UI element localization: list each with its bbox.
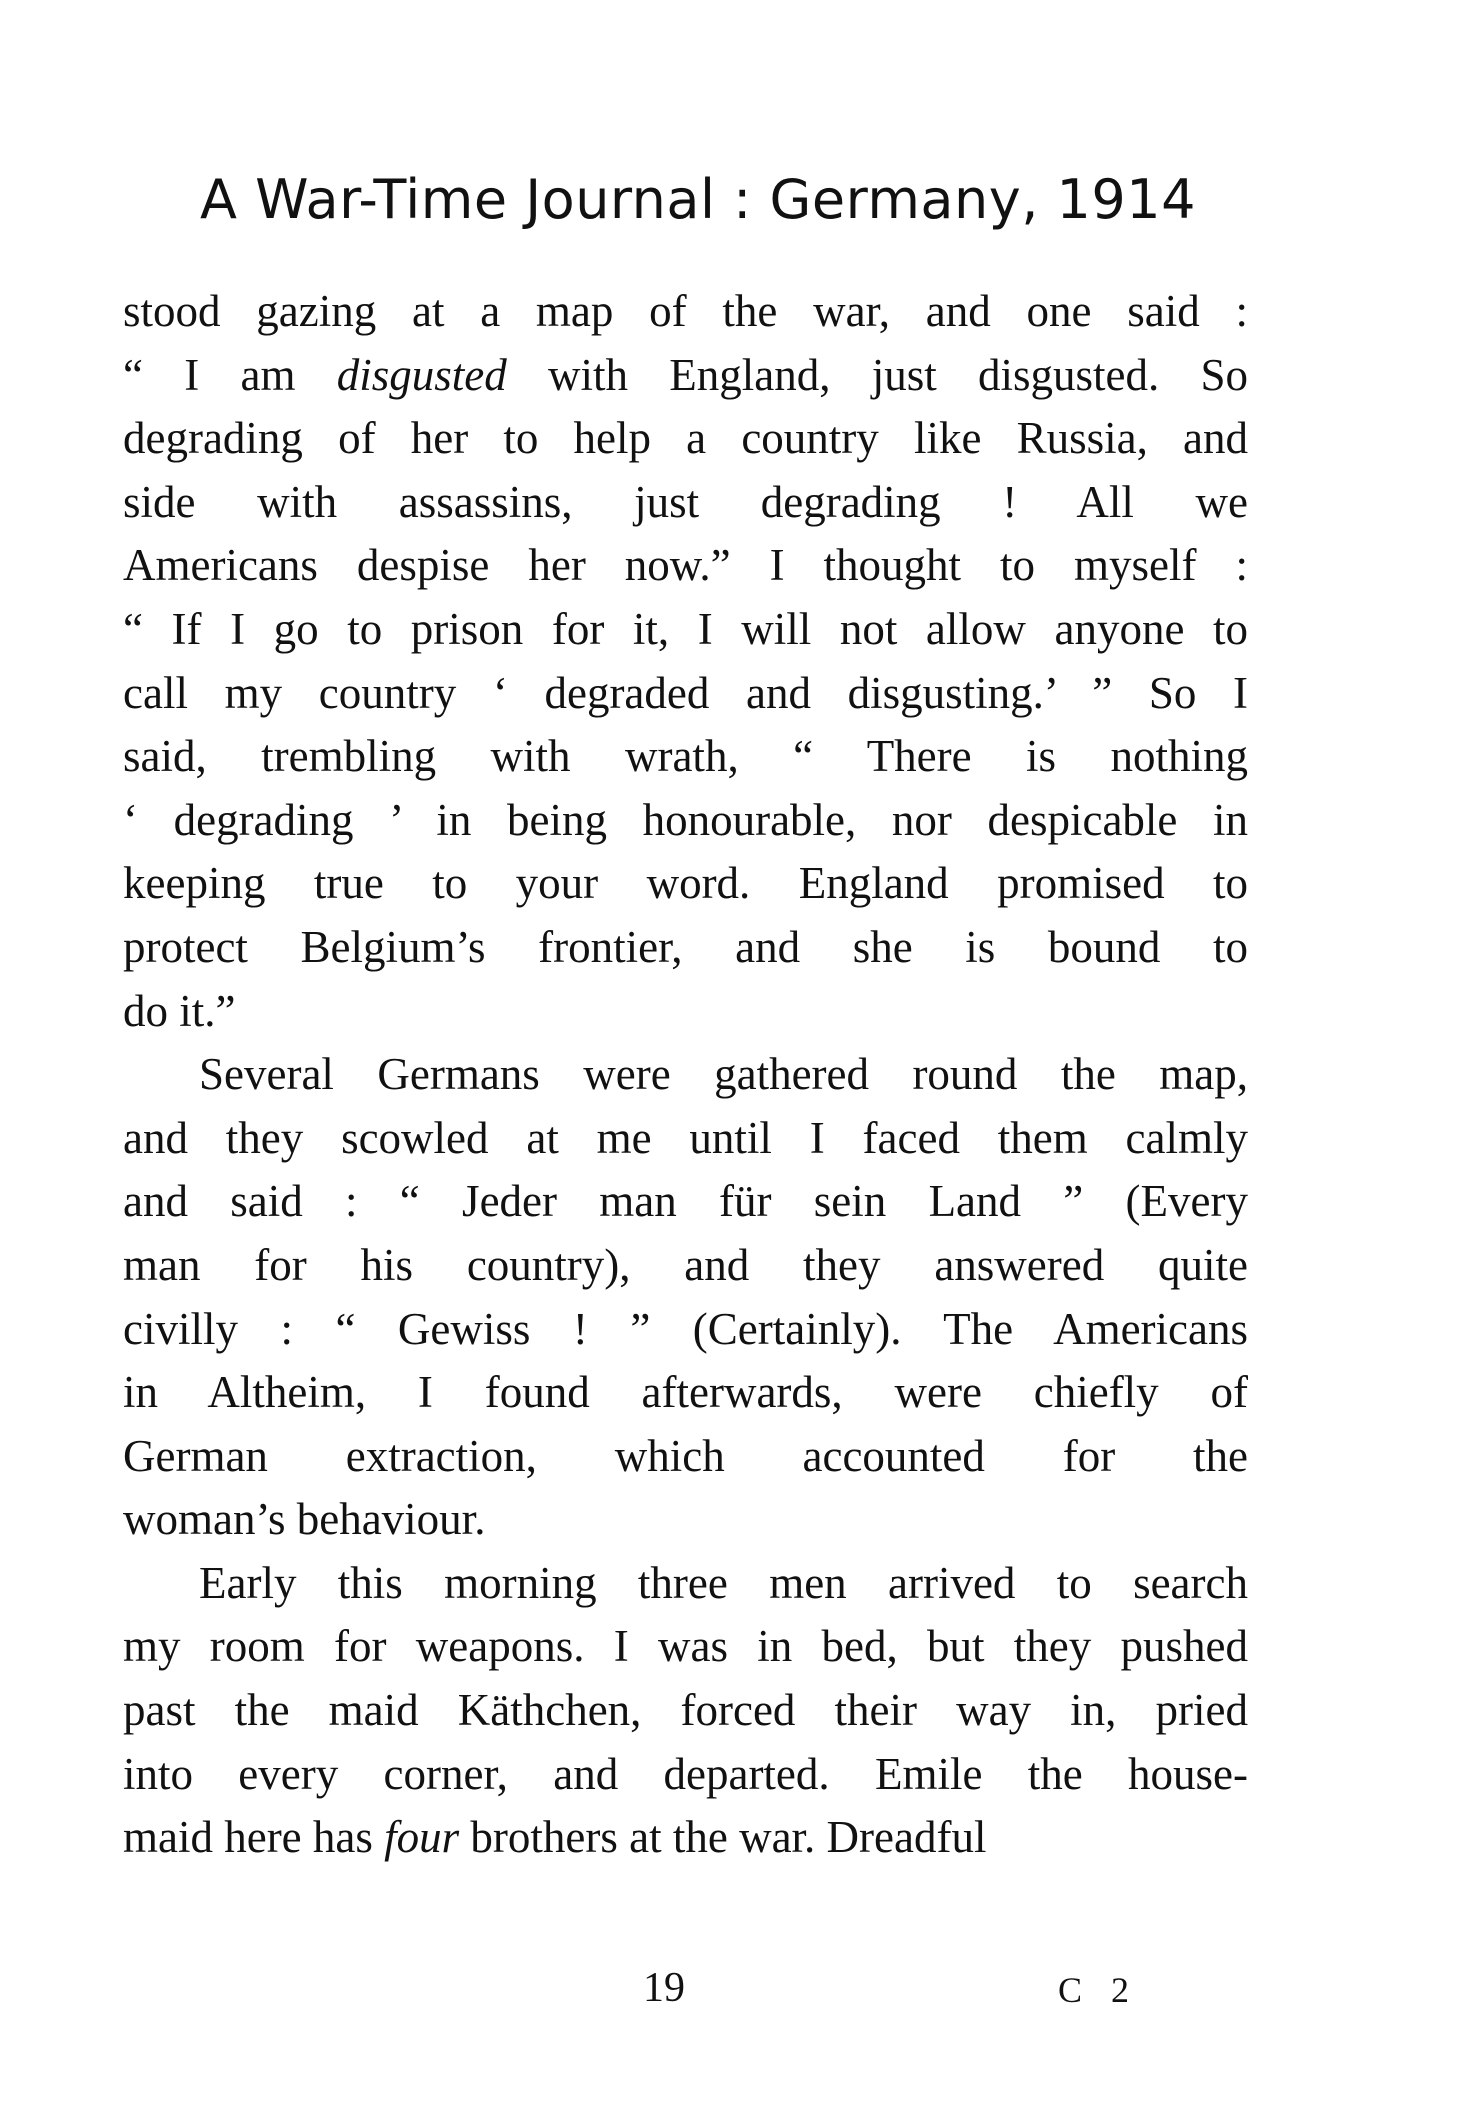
text-line [123, 344, 1248, 408]
text-line [123, 1615, 1248, 1679]
running-head: A War-Time Journal : Germany, 1914 [200, 168, 1196, 231]
text-line [123, 534, 1248, 598]
text-segment: “ I am [123, 349, 337, 400]
text-segment: and said : “ Jeder man für sein Land ” (Every [123, 1176, 1248, 1227]
text-segment: call my country ‘ degraded and disgusting.’ ” So I [123, 667, 1248, 718]
text-segment: side with assassins, just degrading ! All we [123, 476, 1248, 527]
text-line [123, 1043, 1248, 1107]
text-segment: stood gazing at a map of the war, and one said : [123, 286, 1248, 336]
text-line [123, 1806, 1248, 1870]
paragraph [123, 1552, 1248, 1870]
text-line [123, 1234, 1248, 1298]
text-line [123, 725, 1248, 789]
body-text [123, 280, 1248, 1870]
text-segment: “ If I go to prison for it, I will not allow anyone to [123, 603, 1248, 654]
text-segment: Americans despise her now.” I thought to myself : [123, 540, 1248, 591]
text-line [123, 1170, 1248, 1234]
paragraph [123, 1043, 1248, 1552]
text-segment: man for his country), and they answered quite [123, 1239, 1248, 1290]
text-segment: said, trembling with wrath, “ There is nothing [123, 731, 1248, 782]
text-segment: woman’s behaviour. [123, 1494, 486, 1545]
text-line [123, 1679, 1248, 1743]
text-line [123, 980, 1248, 1044]
text-segment: in Altheim, I found afterwards, were chiefly of [123, 1367, 1248, 1418]
text-line [123, 1552, 1248, 1616]
text-line [123, 407, 1248, 471]
text-segment: German extraction, which accounted for the [123, 1430, 1248, 1481]
text-line [123, 916, 1248, 980]
page-number: 19 [643, 1965, 685, 2011]
text-segment: protect Belgium’s frontier, and she is bound to [123, 921, 1248, 972]
text-line [123, 1743, 1248, 1807]
text-line [123, 789, 1248, 853]
italic-text: disgusted [336, 349, 507, 400]
text-line [123, 280, 1248, 344]
text-segment: degrading of her to help a country like Russia, and [123, 413, 1248, 464]
text-segment: Several Germans were gathered round the map, [199, 1049, 1248, 1100]
text-segment: do it.” [123, 985, 236, 1036]
text-segment: into every corner, and departed. Emile the house- [123, 1748, 1248, 1799]
text-segment: past the maid Käthchen, forced their way in, pried [123, 1685, 1248, 1736]
text-segment: maid here has [123, 1812, 385, 1863]
text-line [123, 1425, 1248, 1489]
text-line [123, 1107, 1248, 1171]
text-segment: ‘ degrading ’ in being honourable, nor despicable in [123, 794, 1248, 845]
text-line [123, 662, 1248, 726]
text-segment: with England, just disgusted. So [506, 349, 1249, 400]
text-segment: brothers at the war. Dreadful [459, 1812, 987, 1863]
text-segment: and they scowled at me until I faced them calmly [123, 1112, 1248, 1163]
italic-text: four [384, 1812, 460, 1863]
paragraph [123, 280, 1248, 1043]
text-segment: keeping true to your word. England promised to [123, 858, 1248, 909]
text-line [123, 1488, 1248, 1552]
text-line [123, 852, 1248, 916]
text-segment: civilly : “ Gewiss ! ” (Certainly). The Americans [123, 1303, 1248, 1354]
text-line [123, 1298, 1248, 1362]
signature-mark: C 2 [1058, 1970, 1140, 2010]
text-segment: Early this morning three men arrived to search [199, 1557, 1248, 1608]
text-segment: my room for weapons. I was in bed, but they pushed [123, 1621, 1248, 1672]
text-line [123, 598, 1248, 662]
text-line [123, 1361, 1248, 1425]
text-line [123, 471, 1248, 535]
